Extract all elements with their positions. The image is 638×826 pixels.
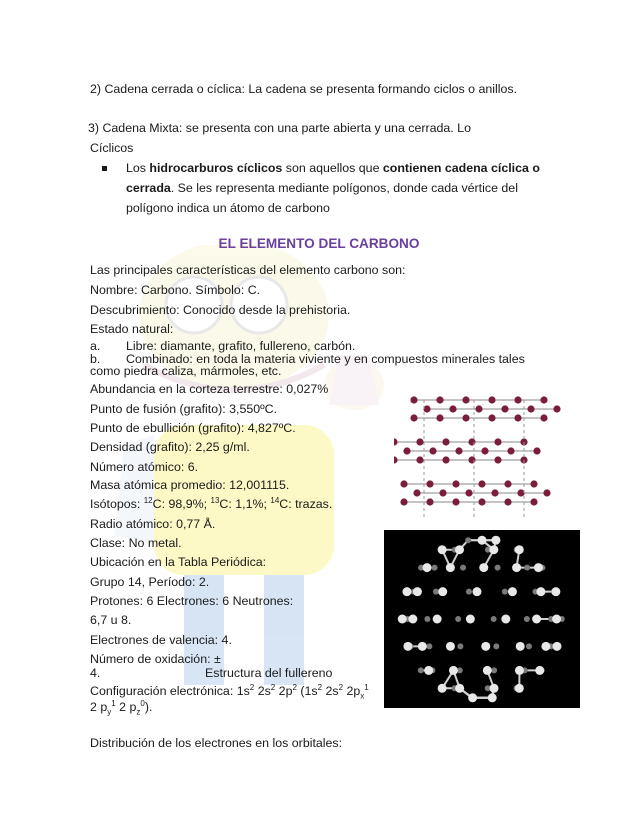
text-line: 4. [90, 666, 101, 680]
bullet-text-line: cerrada. Se les representa mediante polígonos, donde cada vértice del [126, 181, 518, 195]
text-line: Número de oxidación: ± [90, 652, 221, 666]
text-line: Número atómico: 6. [90, 460, 199, 474]
text-line: Clase: No metal. [90, 536, 182, 550]
text-line: Nombre: Carbono. Símbolo: C. [90, 283, 261, 297]
electron-configuration-line: 2 $p_y^1$ 2 $p_z^0$). [90, 698, 153, 717]
text-line: Combinado: en toda la materia viviente y en compuestos minerales tales [126, 352, 525, 366]
text-line: Radio atómico: 0,77 Å. [90, 517, 216, 531]
bullet-marker [102, 166, 107, 171]
text-line: 6,7 u 8. [90, 613, 132, 627]
text-line: Descubrimiento: Conocido desde la prehistoria. [90, 303, 351, 317]
text-line: Protones: 6 Electrones: 6 Neutrones: [90, 594, 294, 608]
text-line: Las principales características del elemento carbono son: [90, 263, 406, 277]
text-line: Ubicación en la Tabla Periódica: [90, 555, 267, 569]
text-line: Grupo 14, Período: 2. [90, 575, 210, 589]
bullet-text-line: polígono indica un átomo de carbono [126, 201, 330, 215]
text-line: Punto de ebullición (grafito): 4,827ºC. [90, 421, 296, 435]
text-line: Electrones de valencia: 4. [90, 633, 232, 647]
bullet-text-line: Los hidrocarburos cíclicos son aquellos que contienen cadena cíclica o [126, 161, 540, 175]
isotopes-line: Isótopos: $^{12}$C: 98,9%; $^{13}$C: 1,1%; $^{14}$C: trazas. [90, 495, 333, 511]
text-line: Abundancia en la corteza terrestre: 0,027% [90, 382, 329, 396]
figure-caption: Estructura del fullereno [205, 666, 333, 680]
section-heading: EL ELEMENTO DEL CARBONO [218, 236, 420, 251]
list-marker: a. [90, 339, 101, 353]
electron-configuration-line: Configuración electrónica: $1s^2$ $2s^2$ $2p^2$ ($1s^2$ $2s^2$ $2p_x^1$ [90, 682, 369, 701]
text-line: 3) Cadena Mixta: se presenta con una parte abierta y una cerrada. Lo [88, 121, 471, 135]
list-marker: b. [90, 352, 101, 366]
text-line: 2) Cadena cerrada o cíclica: La cadena se presenta formando ciclos o anillos. [90, 82, 518, 96]
text-line: Libre: diamante, grafito, fullereno, carbón. [126, 339, 356, 353]
text-line: Cíclicos [90, 141, 134, 155]
text-line: Punto de fusión (grafito): 3,550ºC. [90, 402, 278, 416]
fullerene-structure-image [384, 530, 580, 708]
graphite-structure-image [394, 380, 574, 540]
text-line: como piedra caliza, mármoles, etc. [90, 364, 282, 378]
text-line: Estado natural: [90, 322, 174, 336]
text-line: Distribución de los electrones en los orbitales: [90, 736, 343, 750]
text-line: Densidad (grafito): 2,25 g/ml. [90, 440, 250, 454]
text-line: Masa atómica promedio: 12,001115. [90, 478, 290, 492]
